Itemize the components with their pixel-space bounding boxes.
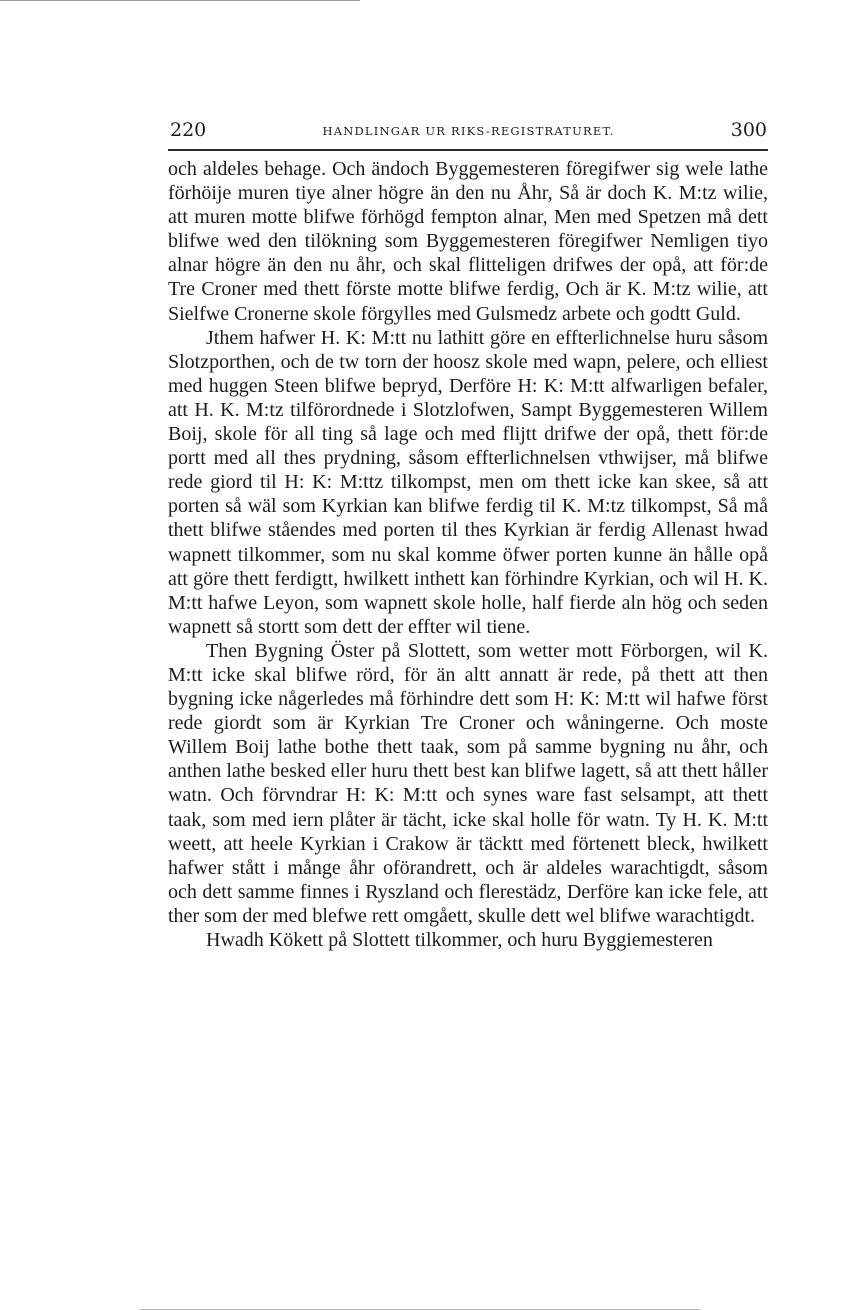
body-text [168,157,768,952]
running-title: HANDLINGAR UR RIKS-REGISTRATURET. [322,124,615,138]
page-number-right: 300 [730,119,767,141]
paragraph-1: och aldeles behage. Och ändoch Byggemesteren föregifwer sig wele lathe förhöije muren tiye alner högre än den nu Åhr, Så är doch K. M:tz wilie, att muren motte blifwe förhögd fempton alnar, Men med Spetzen må dett blifwe wed den tilökning som Byggemesteren föregifwer Nemligen tiyo alnar högre än den nu åhr, och skal flitteligen drifwes der opå, att för:de Tre Croner med thett förste motte blifwe ferdig, Och är K. M:tz wilie, att Sielfwe Cronerne skole förgylles med Gulsmedz arbete och godtt Guld. [168,158,768,325]
header-rule [168,149,768,151]
scan-edge-top [0,0,360,1]
paragraph-3: Then Bygning Öster på Slottett, som wetter mott Förborgen, wil K. M:tt icke skal blifwe rörd, för än altt annatt är rede, på thett att then bygning icke någerledes må förhindre dett som H: K: M:tt wil hafwe först rede giordt som är Kyrkian Tre Croner och wåningerne. Och moste Willem Boij lathe bothe thett taak, som på samme bygning nu åhr, och anthen lathe besked eller huru thett best kan blifwe lagett, så att thett håller watn. Och förvndrar H: K: M:tt och synes ware fast selsampt, att thett taak, som med iern plåter är tächt, icke skal holle för watn. Ty H. K. M:tt weett, att heele Kyrkian i Crakow är täcktt med förtenett bleck, hwilkett hafwer stått i månge åhr oförandrett, och är aldeles warachtigdt, såsom och dett samme finnes i Ryszland och flerestädz, Derföre kan icke fele, att ther som der med blefwe rett omgåett, skulle dett wel blifwe warachtigdt. [168,639,768,927]
paragraph-2: Jthem hafwer H. K: M:tt nu lathitt göre en effterlichnelse huru såsom Slotzporthen, och de tw torn der hoosz skole med wapn, pelere, och elliest med huggen Steen blifwe bepryd, Derföre H: K: M:tt alfwarligen befaler, att H. K. M:tz tilförordnede i Slotzlofwen, Sampt Byggemesteren Willem Boij, skole för all ting så lage och med flijtt drifwe der opå, thett för:de portt med all thes prydning, såsom effterlichnelsen vthwijser, må blifwe rede giord til H: K: M:ttz tilkompst, men om thett icke kan skee, så att porten så wäl som Kyrkian kan blifwe ferdig til K. M:tz tilkompst, Så må thett blifwe ståendes med porten til thes Kyrkian är ferdig Allenast hwad wapnett tilkommer, som nu skal komme öfwer porten kunne än hålle opå att göre thett ferdigtt, hwilkett inthett kan förhindre Kyrkian, och wil H. K. M:tt hafwe Leyon, som wapnett skole holle, half fierde aln hög och seden wapnett så stortt som dett der effter wil tiene. [168,326,768,638]
scan-edge-bottom [140,1309,700,1310]
page-number-left: 220 [170,119,207,141]
running-head [168,118,769,146]
paragraph-4: Hwadh Kökett på Slottett tilkommer, och huru Byggiemesteren [206,929,713,951]
